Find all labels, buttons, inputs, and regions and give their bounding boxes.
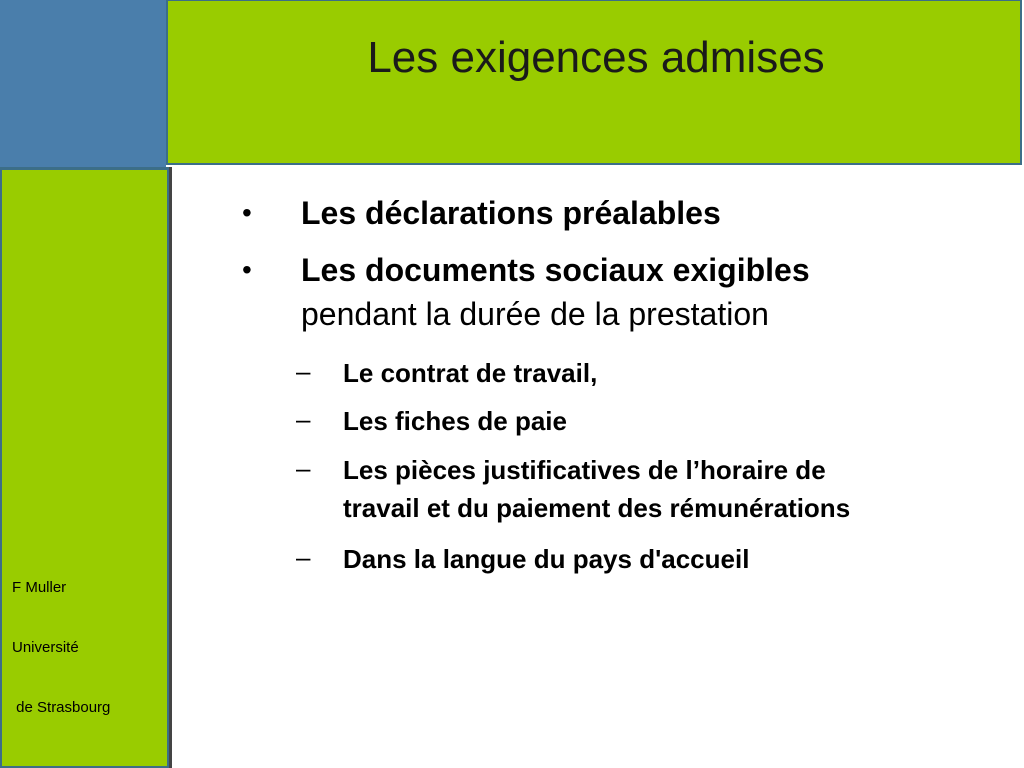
- footer-institution-line1: Université: [12, 639, 79, 656]
- sub-bullet-text: [343, 451, 1023, 527]
- sub-bullet-line: travail et du paiement des rémunérations: [343, 493, 851, 523]
- bullet-marker: •: [242, 197, 252, 228]
- sub-bullet-marker: –: [296, 542, 311, 572]
- sub-bullet-text: Dans la langue du pays d'accueil: [343, 544, 750, 574]
- bullet-marker: •: [242, 254, 252, 285]
- bullet-continuation: pendant la durée de la prestation: [301, 296, 769, 332]
- sub-bullet-marker: –: [296, 453, 311, 483]
- sub-bullet-line: Les pièces justificatives de l’horaire de: [343, 455, 826, 485]
- bullet-text: [301, 189, 1001, 237]
- sub-bullet-marker: –: [296, 404, 311, 434]
- sub-bullet-text: Le contrat de travail,: [343, 358, 598, 388]
- slide-title: Les exigences admises: [367, 33, 825, 82]
- sub-bullet-marker: –: [296, 356, 311, 386]
- footer-institution-line2: de Strasbourg: [12, 699, 111, 716]
- footer-author-name: F Muller: [12, 579, 67, 596]
- bullet-text: [301, 246, 1001, 334]
- sub-bullet-text: Les fiches de paie: [343, 406, 567, 436]
- bullet-bold-text: Les déclarations préalables: [301, 195, 721, 231]
- bullet-bold-text: Les documents sociaux exigibles: [301, 252, 810, 288]
